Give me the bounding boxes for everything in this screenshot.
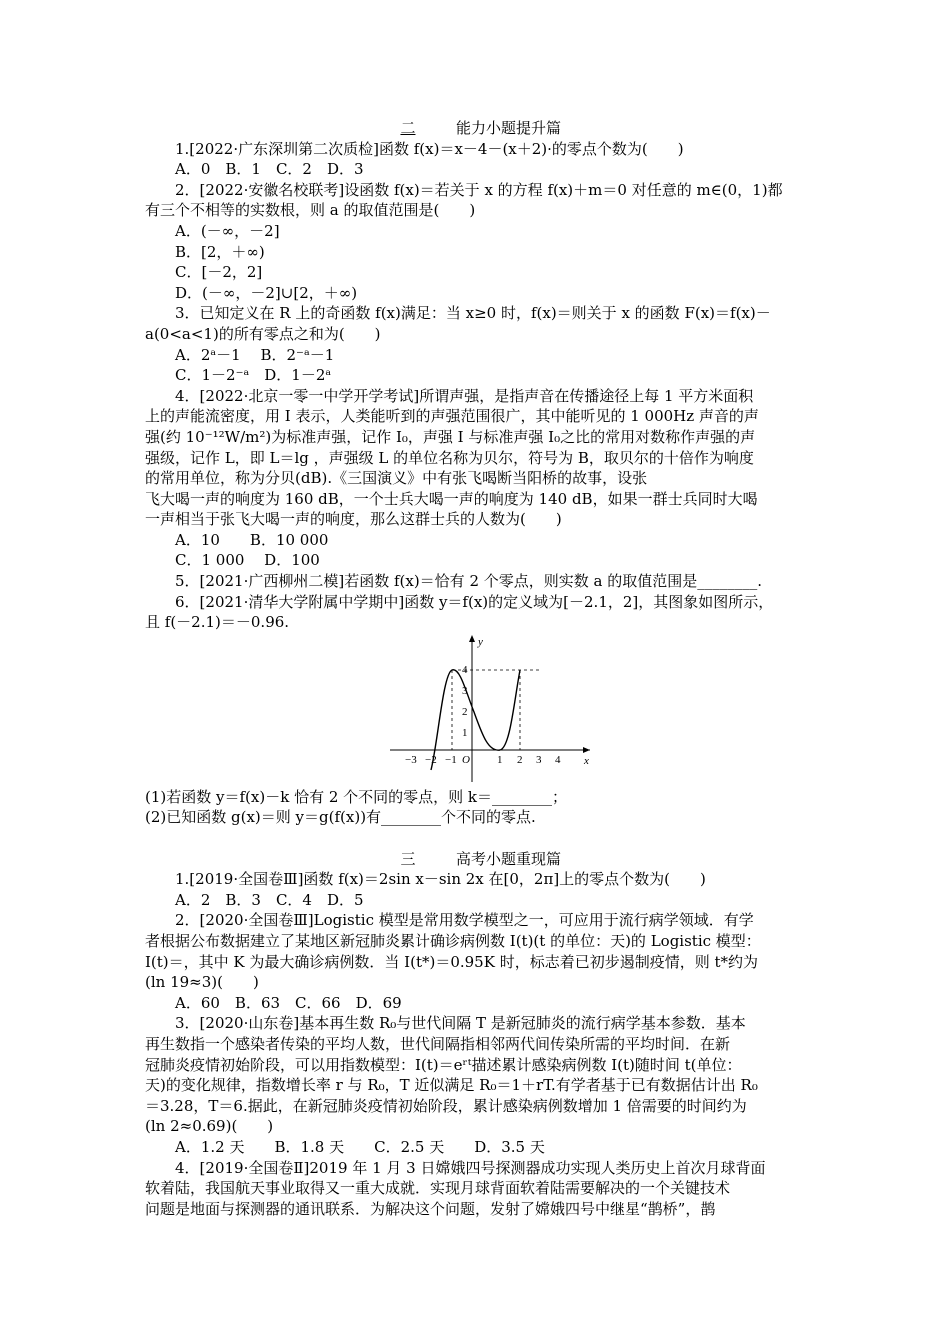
- s2-q4-line4: 强级，记作 L，即 L＝lg ，声强级 L 的单位名称为贝尔，符号为 B，取贝尔的十倍作为响度: [145, 448, 754, 467]
- s2-q6-line2: 且 f(－2.1)＝－0.96.: [145, 613, 290, 632]
- s2-q5: 5．[2021·广西柳州二模]若函数 f(x)＝恰有 2 个零点，则实数 a 的取值范围是________.: [175, 572, 763, 591]
- s2-q3-line1: 3．已知定义在 R 上的奇函数 f(x)满足：当 x≥0 时，f(x)＝则关于 x 的函数 F(x)＝f(x)－: [175, 304, 771, 323]
- section-2-title: 能力小题提升篇: [455, 119, 561, 137]
- y-tick-3: 3: [462, 685, 468, 697]
- s3-q3-line6: (ln 2≈0.69)( ): [145, 1117, 274, 1136]
- section-2-heading: [145, 118, 810, 139]
- s2-q4-line6: 飞大喝一声的响度为 160 dB，一个士兵大喝一声的响度为 140 dB，如果一群士兵同时大喝: [145, 489, 758, 508]
- s2-q1: 1.[2022·广东深圳第二次质检]函数 f(x)＝x－4－(x＋2)·的零点个数为( ): [175, 139, 684, 158]
- s3-q3-options: A．1.2 天 B．1.8 天 C．2.5 天 D．3.5 天: [175, 1137, 545, 1156]
- s2-q4-line2: 上的声能流密度，用 I 表示，人类能听到的声强范围很广，其中能听见的 1 000Hz 声音的声: [145, 407, 759, 426]
- s3-q3-line1: 3．[2020·山东卷]基本再生数 R₀与世代间隔 T 是新冠肺炎的流行病学基本参数．基本: [175, 1014, 746, 1033]
- s3-q1-options: A．2 B．3 C．4 D．5: [175, 890, 364, 909]
- section-2-number: 二: [400, 119, 416, 137]
- s3-q3-line5: ＝3.28，T＝6.据此，在新冠肺炎疫情初始阶段，累计感染病例数增加 1 倍需要的时间约为: [145, 1096, 747, 1115]
- s2-q2-option-a: A．(－∞，－2]: [175, 221, 280, 240]
- x-axis-label: x: [584, 755, 589, 767]
- s2-q1-options: A．0 B．1 C．2 D．3: [175, 160, 364, 179]
- x-axis-arrow: [583, 747, 590, 753]
- s2-q6-line1: 6．[2021·清华大学附属中学期中]函数 y＝f(x)的定义域为[－2.1，2]，其图象如图所示，: [175, 592, 774, 611]
- s2-q2-option-d: D．(－∞，－2]∪[2，＋∞): [175, 283, 358, 302]
- s2-q2-line2: 有三个不相等的实数根，则 a 的取值范围是( ): [145, 201, 476, 220]
- s2-q2-option-c: C．[－2，2]: [175, 263, 263, 282]
- function-graph: [390, 632, 600, 787]
- s2-q3-options-ab: A．2ᵃ－1 B．2⁻ᵃ－1: [175, 345, 335, 364]
- x-tick-2: 2: [517, 754, 523, 766]
- x-tick-1: 1: [497, 754, 503, 766]
- s3-q4-line2: 软着陆，我国航天事业取得又一重大成就．实现月球背面软着陆需要解决的一个关键技术: [145, 1179, 731, 1198]
- y-axis-arrow: [469, 635, 475, 642]
- section-3-title: 高考小题重现篇: [455, 849, 561, 868]
- s3-q2-line4: (ln 19≈3)( ): [145, 973, 259, 992]
- s3-q1: 1.[2019·全国卷Ⅲ]函数 f(x)＝2sin x－sin 2x 在[0，2π]上的零点个数为( ): [175, 870, 706, 889]
- y-axis-label: y: [478, 636, 483, 648]
- s2-q4-line5: 的常用单位，称为分贝(dB).《三国演义》中有张飞喝断当阳桥的故事，设张: [145, 469, 648, 488]
- s3-q2-line1: 2．[2020·全国卷Ⅲ]Logistic 模型是常用数学模型之一，可应用于流行病学领域．有学: [175, 911, 754, 930]
- s3-q3-line2: 再生数指一个感染者传染的平均人数，世代间隔指相邻两代间传染所需的平均时间．在新: [145, 1034, 731, 1053]
- s2-q4-options-cd: C．1 000 D．100: [175, 551, 320, 570]
- s2-q4-line3: 强(约 10⁻¹²W/m²)为标准声强，记作 I₀，声强 I 与标准声强 I₀之比的常用对数称作声强的声: [145, 427, 756, 446]
- s2-q2-option-b: B．[2，＋∞): [175, 242, 265, 261]
- s3-q3-line3: 冠肺炎疫情初始阶段，可以用指数模型：I(t)＝eʳᵗ描述累计感染病例数 I(t)随时间 t(单位：: [145, 1055, 742, 1074]
- y-tick-2: 2: [462, 706, 468, 718]
- section-3-number: 三: [400, 849, 416, 868]
- s2-q3-options-cd: C．1－2⁻ᵃ D．1－2ᵃ: [175, 366, 332, 385]
- s3-q2-line3: I(t)＝，其中 K 为最大确诊病例数．当 I(t*)＝0.95K 时，标志着已初步遏制疫情，则 t*约为: [145, 952, 758, 971]
- s2-q4-options-ab: A．10 B．10 000: [175, 530, 329, 549]
- x-tick-neg3: −3: [405, 754, 417, 766]
- section-3-heading: [145, 849, 810, 870]
- s2-q2-line1: 2．[2022·安徽名校联考]设函数 f(x)＝若关于 x 的方程 f(x)＋m＝0 对任意的 m∈(0，1)都: [175, 180, 783, 199]
- x-tick-3: 3: [536, 754, 542, 766]
- s2-q4-line1: 4．[2022·北京一零一中学开学考试]所谓声强，是指声音在传播途径上每 1 平方米面积: [175, 386, 754, 405]
- s2-q6-part1: (1)若函数 y＝f(x)－k 恰有 2 个不同的零点，则 k＝________；: [145, 787, 568, 806]
- y-tick-1: 1: [462, 727, 468, 739]
- x-tick-4: 4: [555, 754, 561, 766]
- s3-q4-line3: 问题是地面与探测器的通讯联系．为解决这个问题，发射了嫦娥四号中继星“鹊桥”，鹊: [145, 1199, 716, 1218]
- s3-q3-line4: 天)的变化规律，指数增长率 r 与 R₀，T 近似满足 R₀＝1＋rT.有学者基于已有数据估计出 R₀: [145, 1076, 758, 1095]
- s2-q3-line2: a(0<a<1)的所有零点之和为( ): [145, 324, 381, 343]
- s3-q2-line2: 者根据公布数据建立了某地区新冠肺炎累计确诊病例数 I(t)(t 的单位：天)的 Logistic 模型：: [145, 932, 761, 950]
- y-tick-4: 4: [462, 664, 468, 676]
- s3-q2-options: A．60 B．63 C．66 D．69: [175, 993, 402, 1012]
- s2-q6-part2: (2)已知函数 g(x)＝则 y＝g(f(x))有________个不同的零点.: [145, 808, 536, 827]
- s2-q4-line7: 一声相当于张飞大喝一声的响度，那么这群士兵的人数为( ): [145, 510, 562, 529]
- x-tick-neg2: −2: [425, 754, 437, 766]
- x-tick-neg1: −1: [445, 754, 457, 766]
- s3-q4-line1: 4．[2019·全国卷Ⅱ]2019 年 1 月 3 日嫦娥四号探测器成功实现人类历史上首次月球背面: [175, 1158, 766, 1177]
- origin-label: O: [462, 754, 470, 766]
